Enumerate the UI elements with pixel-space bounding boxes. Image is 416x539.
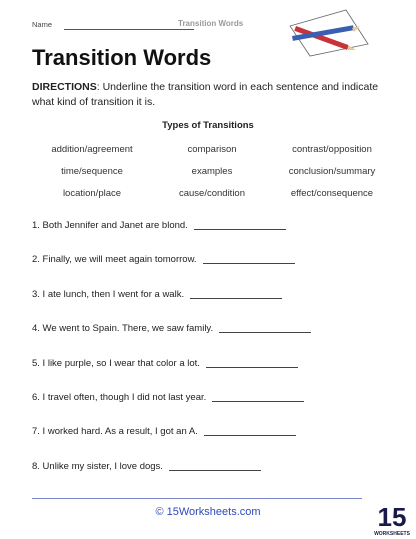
type-item: contrast/opposition xyxy=(292,143,372,155)
footer xyxy=(0,496,416,539)
question-item xyxy=(32,254,392,288)
type-item: cause/condition xyxy=(178,187,246,199)
types-heading: Types of Transitions xyxy=(162,120,254,131)
type-item: location/place xyxy=(62,187,122,199)
types-grid xyxy=(32,138,392,204)
paper-pencils-icon xyxy=(276,6,376,58)
logo-number: 15 xyxy=(377,502,407,532)
directions-text: : Underline the transition word in each sentence and indicate what kind of transition it is. xyxy=(32,81,379,108)
answer-line[interactable] xyxy=(206,358,298,368)
question-item xyxy=(32,220,392,254)
header-title: Transition Words xyxy=(178,19,244,28)
question-text: 4. We went to Spain. There, we saw family. xyxy=(32,323,214,335)
question-text: 8. Unlike my sister, I love dogs. xyxy=(32,460,163,472)
types-row xyxy=(32,138,392,160)
name-header xyxy=(32,20,262,34)
types-row xyxy=(32,160,392,182)
type-item: addition/agreement xyxy=(51,143,133,155)
question-item xyxy=(32,358,392,392)
question-item xyxy=(32,461,392,495)
type-item: conclusion/summary xyxy=(288,165,376,177)
question-text: 1. Both Jennifer and Janet are blond. xyxy=(32,220,188,231)
question-item xyxy=(32,323,392,357)
logo-text: WORKSHEETS xyxy=(374,531,410,537)
answer-line[interactable] xyxy=(204,426,296,436)
type-item: effect/consequence xyxy=(290,187,374,199)
name-field[interactable] xyxy=(64,29,194,30)
directions xyxy=(32,80,382,110)
question-item xyxy=(32,289,392,323)
answer-line[interactable] xyxy=(169,461,261,471)
question-text: 5. I like purple, so I wear that color a lot. xyxy=(32,357,200,369)
page-title: Transition Words xyxy=(32,45,212,70)
footer-link[interactable]: © 15Worksheets.com xyxy=(155,506,261,518)
type-item: time/sequence xyxy=(61,165,123,177)
worksheets-logo-icon xyxy=(374,500,410,538)
question-text: 6. I travel often, though I did not last year. xyxy=(32,391,207,403)
question-item xyxy=(32,392,392,426)
answer-line[interactable] xyxy=(212,392,304,402)
type-item: comparison xyxy=(187,143,237,155)
answer-line[interactable] xyxy=(190,289,282,299)
type-item: examples xyxy=(191,165,233,177)
answer-line[interactable] xyxy=(194,220,286,230)
directions-label: DIRECTIONS xyxy=(32,81,97,93)
footer-divider xyxy=(32,498,362,499)
name-label: Name xyxy=(32,20,53,29)
question-text: 2. Finally, we will meet again tomorrow. xyxy=(32,254,197,266)
question-list xyxy=(32,220,392,495)
answer-line[interactable] xyxy=(219,323,311,333)
question-text: 7. I worked hard. As a result, I got an A. xyxy=(32,426,198,438)
question-text: 3. I ate lunch, then I went for a walk. xyxy=(32,288,185,300)
question-item xyxy=(32,426,392,460)
types-row xyxy=(32,182,392,204)
answer-line[interactable] xyxy=(203,254,295,264)
